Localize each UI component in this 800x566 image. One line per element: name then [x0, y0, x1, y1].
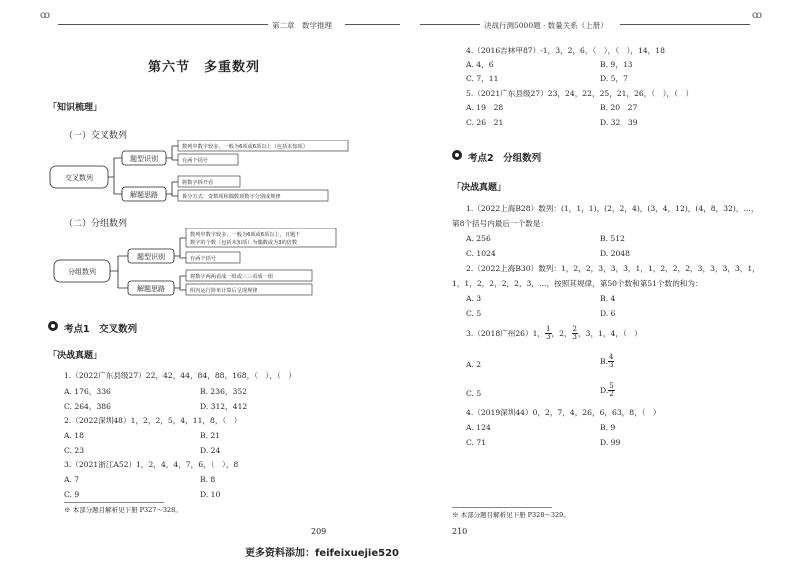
- q3-option-a: A. 7: [64, 475, 80, 484]
- section-title: 第六节 多重数列: [148, 60, 261, 75]
- kp2-exam-heading: 「决战真题」: [452, 183, 507, 193]
- q8-fraction-1: $\frac{1}{3}$: [546, 325, 551, 341]
- diagram2-note4: 组内运行简单计算后呈现规律: [190, 288, 258, 294]
- q8-mid: ，2，: [551, 328, 572, 338]
- diagram1-note4: 拆分方式：奇数项和偶数项数字分别成规律: [182, 194, 281, 200]
- cross-sequence-diagram: [48, 140, 368, 206]
- q4-option-a: A. 4，6: [466, 60, 494, 69]
- q4-stem: 4.（2016吉林甲87）-1，3，2，6，（ ），（ ），14，18: [466, 46, 665, 55]
- q5-stem: 5.（2021广东县级27）23，24，22，25，21，26，（ ），（ ）: [466, 89, 694, 98]
- q6-option-d: D. 2048: [600, 249, 630, 258]
- right-footnote-rule: [452, 507, 552, 508]
- header-right-text: 决战行测5000题 · 数量关系（上册）: [484, 21, 608, 30]
- diagram1-note-connectors: [166, 146, 178, 196]
- q8-suffix: ，3，1，4，（ ）: [578, 328, 642, 338]
- q8-prefix: 3.（2018广州26）1，: [466, 328, 546, 338]
- diagram1-root-label: 交叉数列: [65, 174, 93, 182]
- diagram2-branch1-label: 题型识别: [137, 253, 165, 261]
- q8-stem: [466, 326, 642, 341]
- diagram1-branch2-label: 解题思路: [130, 191, 158, 199]
- q9-option-c: C. 71: [466, 438, 487, 447]
- bottom-contact-text: 更多资料添加：feifeixuejie520: [245, 548, 399, 559]
- q6-option-b: B. 512: [600, 234, 625, 243]
- kp2-heading: 考点2 分组数列: [468, 153, 542, 164]
- q8-fraction-2: $\frac{2}{3}$: [572, 325, 578, 341]
- flourish-right-icon: ꝏ: [752, 10, 762, 21]
- q7-stem-line2: 1，1，2，2，2，2，3，…，按照其规律，第50个数和第51个数的和为：: [452, 279, 703, 288]
- diagram1-note1: 数列中数字较多，一般为6项或6项以上（包括未知项）: [182, 144, 308, 150]
- q1-option-b: B. 236，352: [200, 387, 247, 396]
- header-rule-right-b: [620, 24, 750, 25]
- kp2-bullet-icon: [452, 150, 462, 160]
- q7-stem-line1: 2.（2022上海B30）数列：1，2，2，3，3，3，1，1，2，2，2，3，3，3，3，1，: [466, 264, 760, 273]
- q4-option-c: C. 7，11: [466, 74, 499, 83]
- header-rule-right-a: [420, 24, 480, 25]
- diagram2-note1a: 数列中数字较多，一般为6项或6项以上，且题干: [190, 232, 301, 238]
- q5-option-b: B. 20 27: [600, 103, 638, 112]
- q8-option-d: D. $\frac{5}{2}$: [600, 382, 614, 398]
- left-page-number: 209: [311, 527, 327, 536]
- knowledge-heading: 「知识梳理」: [48, 103, 103, 113]
- grouped-sequence-diagram: [52, 228, 372, 300]
- q4-option-b: B. 9，13: [600, 60, 633, 69]
- q2-stem: 2.（2022深圳48）1，2，2，5，4，11，8，（ ）: [64, 416, 242, 425]
- q5-option-a: A. 19 28: [466, 103, 504, 112]
- header-rule-left-b: [345, 24, 400, 25]
- q3-option-b: B. 8: [200, 475, 216, 484]
- q7-option-b: B. 4: [600, 294, 616, 303]
- diagram2-connector: [110, 256, 128, 288]
- q9-option-d: D. 99: [600, 438, 621, 447]
- q1-option-d: D. 312，412: [200, 402, 248, 411]
- q6-option-c: C. 1024: [466, 249, 496, 258]
- q5-option-d: D. 32 39: [600, 118, 638, 127]
- q3-option-c: C. 9: [64, 490, 80, 499]
- q7-option-d: D. 6: [600, 309, 616, 318]
- header-left-text: 第二章 数学推理: [272, 21, 332, 30]
- q6-stem-line1: 1.（2022上海B28）数列：(1，1，1)，(2，2，4)，(3，4，12)，(4，8，32)，…，: [466, 204, 759, 213]
- q2-option-d: D. 24: [200, 446, 221, 455]
- q8-option-b: B. $\frac{4}{3}$: [600, 353, 614, 369]
- diagram2-note2: 有两个括号: [190, 256, 216, 262]
- left-footnote-rule: [64, 502, 164, 503]
- q7-option-a: A. 3: [466, 294, 482, 303]
- q5-option-c: C. 26 21: [466, 118, 504, 127]
- diagram1-heading: （一）交叉数列: [64, 131, 128, 141]
- q7-option-c: C. 5: [466, 309, 482, 318]
- q1-option-a: A. 176，336: [64, 387, 111, 396]
- kp1-exam-heading: 「决战真题」: [48, 351, 103, 361]
- right-page-number: 210: [452, 527, 468, 536]
- q2-option-b: B. 21: [200, 431, 221, 440]
- q4-option-d: D. 5，7: [600, 74, 628, 83]
- right-footnote: ※ 本部分题目解析见下册 P328～329。: [452, 511, 570, 519]
- q3-option-d: D. 10: [200, 490, 221, 499]
- header-rule-left-a: [58, 24, 268, 25]
- q2-option-a: A. 18: [64, 431, 84, 440]
- q6-option-a: A. 256: [466, 234, 491, 243]
- diagram1-note3: 将数字拆开看: [182, 180, 214, 186]
- diagram2-heading: （二）分组数列: [64, 219, 128, 229]
- left-footnote: ※ 本部分题目解析见下册 P327～328。: [64, 506, 182, 514]
- diagram2-note-connectors: [174, 238, 186, 290]
- q3-stem: 3.（2021浙江A52）1，2，4，4，7，6，（ ），8: [64, 460, 239, 469]
- q8-option-b-fraction: $\frac{4}{3}$: [609, 353, 614, 369]
- q1-option-c: C. 264，386: [64, 402, 111, 411]
- kp1-heading: 考点1 交叉数列: [64, 324, 138, 335]
- diagram2-note3: 将数字两两看成一组或三三看成一组: [190, 274, 274, 280]
- q6-stem-line2: 第8个括号内最后一个数是：: [452, 219, 548, 228]
- q1-stem: 1.（2022广东县级27）22，42，44，84，88，168，（ ），（ ）: [64, 371, 296, 380]
- diagram1-connector: [108, 158, 122, 194]
- diagram2-note1b: 数字的个数（包括未知项）为偶数或为3的倍数: [190, 240, 298, 246]
- q9-stem: 4.（2019深圳44）0，2，7，4，26，6，63，8，（ ）: [466, 408, 661, 417]
- diagram1-branch1-label: 题型识别: [130, 155, 158, 163]
- q9-option-a: A. 124: [466, 423, 491, 432]
- q2-option-c: C. 23: [64, 446, 85, 455]
- diagram2-root-label: 分组数列: [68, 268, 96, 276]
- diagram2-branch2-label: 解题思路: [137, 285, 165, 293]
- q8-option-a: A. 2: [466, 360, 482, 369]
- q8-option-d-fraction: $\frac{5}{2}$: [609, 382, 614, 398]
- kp1-bullet-icon: [48, 321, 58, 331]
- flourish-left-icon: ꝏ: [40, 10, 50, 21]
- diagram1-note2: 有两个括号: [182, 158, 208, 164]
- q9-option-b: B. 9: [600, 423, 616, 432]
- q8-option-c: C. 5: [466, 389, 482, 398]
